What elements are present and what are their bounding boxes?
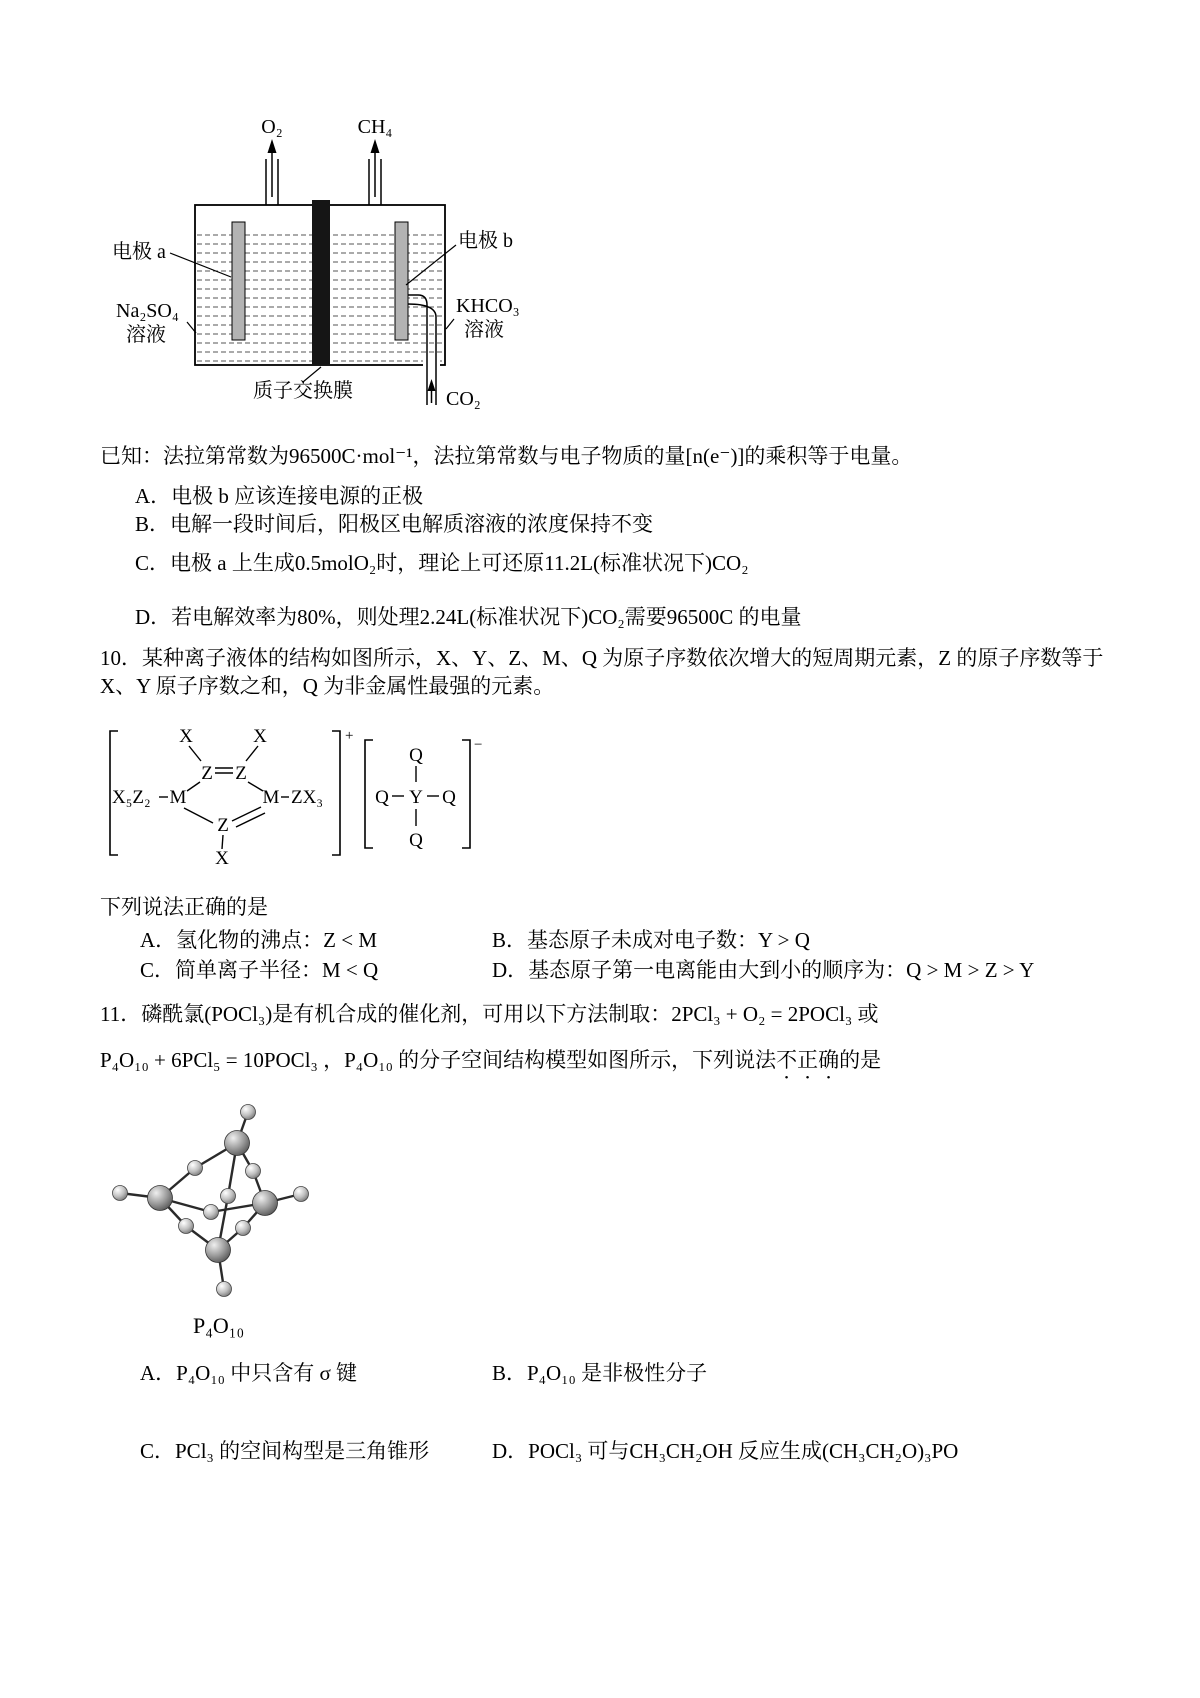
group-x5z2: X₅Z₂ xyxy=(112,787,151,808)
q10-option-b: B．基态原子未成对电子数：Y > Q xyxy=(492,928,810,952)
q10-options-row-2 xyxy=(100,955,1105,985)
q10-option-a: A．氢化物的沸点：Z < M xyxy=(140,928,378,952)
anion-charge: − xyxy=(474,737,483,753)
membrane-label: 质子交换膜 xyxy=(253,380,353,402)
atom-q-bottom: Q xyxy=(409,830,423,851)
atom-x-topright: X xyxy=(253,726,267,747)
q11-option-b: B．P₄O₁₀ 是非极性分子 xyxy=(492,1361,708,1385)
atom-y-center: Y xyxy=(409,787,423,808)
electrolysis-cell-diagram xyxy=(90,95,650,430)
proton-exchange-membrane xyxy=(312,200,330,365)
o2-gas-arrow xyxy=(268,139,277,197)
ionic-liquid-structure xyxy=(100,718,490,883)
atom-m-left: M xyxy=(169,787,187,808)
q9-option-a: A．电极 b 应该连接电源的正极 xyxy=(135,484,424,508)
khco3-label: KHCO₃ xyxy=(456,295,520,317)
electrode-b xyxy=(395,222,408,340)
khco3-solution-label: 溶液 xyxy=(464,319,504,341)
q9-option-d: D．若电解效率为80%，则处理2.24L(标准状况下)CO₂需要96500C 的电量 xyxy=(135,605,802,629)
o2-label: O₂ xyxy=(261,116,283,138)
atom-m-right: M xyxy=(262,787,280,808)
atom-q-left: Q xyxy=(375,787,389,808)
gas-outlet-tubes xyxy=(266,159,381,205)
q10-option-d: D．基态原子第一电离能由大到小的顺序为：Q > M > Z > Y xyxy=(492,958,1035,982)
atom-x-bottom: X xyxy=(215,848,229,869)
p4o10-model xyxy=(100,1098,330,1308)
p4o10-model-label: P₄O₁₀ xyxy=(193,1313,245,1338)
phosphorus-atoms xyxy=(148,1131,278,1263)
electrode-a xyxy=(232,222,245,340)
atom-q-right: Q xyxy=(442,787,456,808)
q9-option-b: B．电解一段时间后，阳极区电解质溶液的浓度保持不变 xyxy=(135,512,654,536)
q11-option-a: A．P₄O₁₀ 中只含有 σ 键 xyxy=(140,1361,358,1385)
atom-q-top: Q xyxy=(409,745,423,766)
q10-stem: 10．某种离子液体的结构如图所示，X、Y、Z、M、Q 为原子序数依次增大的短周期元素，Z 的原子序数等于 X、Y 原子序数之和，Q 为非金属性最强的元素。 xyxy=(100,646,1104,698)
q10-prompt: 下列说法正确的是 xyxy=(100,895,268,919)
q11-option-d: D．POCl₃ 可与CH₃CH₂OH 反应生成(CH₃CH₂O)₃PO xyxy=(492,1439,959,1463)
q11-option-c: C．PCl₃ 的空间构型是三角锥形 xyxy=(140,1439,430,1463)
atom-z-right: Z xyxy=(235,763,247,784)
co2-arrow xyxy=(428,379,436,403)
q9-option-c: C．电极 a 上生成0.5molO₂时，理论上可还原11.2L(标准状况下)CO₂ xyxy=(135,551,749,575)
q11-stem2-emphasis: 不正确 xyxy=(776,1048,840,1072)
q9-known-statement: 已知：法拉第常数为96500C·mol⁻¹，法拉第常数与电子物质的量[n(e⁻)]的乘积等于电量。 xyxy=(100,444,913,468)
atom-z-left: Z xyxy=(201,763,213,784)
q11-stem2-pre: P₄O₁₀ + 6PCl₅ = 10POCl₃ ，P₄O₁₀ 的分子空间结构模型如图所示，下列说法 xyxy=(100,1048,777,1072)
ch4-label: CH₄ xyxy=(357,116,393,138)
electrode-a-label: 电极 a xyxy=(112,241,166,263)
q10-option-c: C．简单离子半径：M < Q xyxy=(140,958,379,982)
q11-stem-line2 xyxy=(100,1045,1105,1084)
na2so4-solution-label: 溶液 xyxy=(126,324,166,346)
q11-stem2-tail: 的是 xyxy=(839,1048,882,1072)
tube-gap-mask xyxy=(423,360,440,369)
q11-options-row-2 xyxy=(100,1436,1105,1466)
electrode-b-label: 电极 b xyxy=(458,230,513,252)
cation-charge: + xyxy=(345,728,354,744)
q10-options-row-1 xyxy=(100,925,1105,955)
q11-options-row-1 xyxy=(100,1358,1105,1388)
atom-x-topleft: X xyxy=(179,726,193,747)
group-zx3: ZX₃ xyxy=(291,787,323,808)
atom-z-bottom: Z xyxy=(217,815,229,836)
na2so4-label: Na₂SO₄ xyxy=(116,300,179,322)
co2-label: CO₂ xyxy=(446,388,481,410)
q11-stem-line1: 11．磷酰氯(POCl₃)是有机合成的催化剂，可用以下方法制取：2PCl₃ + O₂ = 2POCl₃ 或 xyxy=(100,1002,879,1026)
ch4-gas-arrow xyxy=(371,139,380,197)
